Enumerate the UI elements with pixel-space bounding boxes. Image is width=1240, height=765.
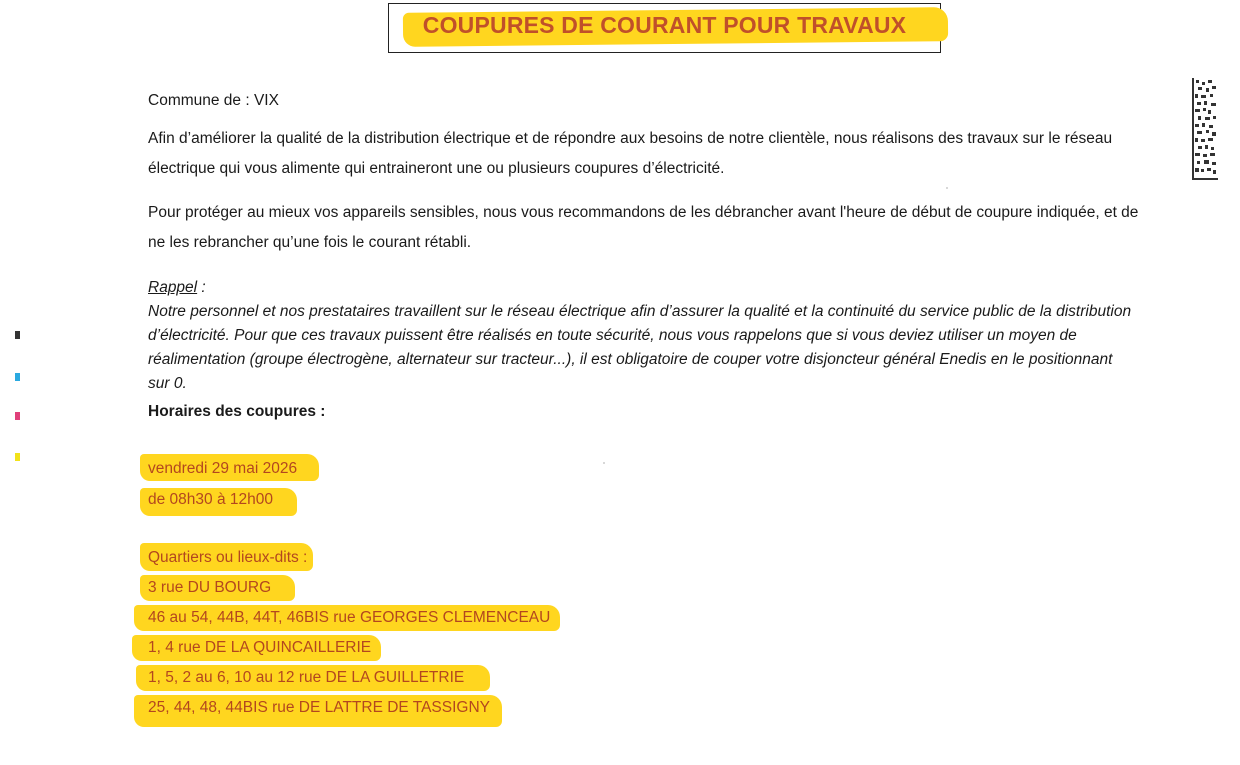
schedule-time xyxy=(148,491,273,509)
rappel-block xyxy=(148,276,1138,396)
advice-paragraph: Pour protéger au mieux vos appareils sensibles, nous vous recommandons de les débrancher avant l'heure de début de coupure indiquée, et de ne les rebrancher qu’une fois le courant rétabli. xyxy=(148,204,1139,251)
datamatrix-code-icon xyxy=(1192,78,1218,180)
location-item: 46 au 54, 44B, 44T, 46BIS rue GEORGES CLEMENCEAU xyxy=(148,609,550,627)
location-item: 1, 5, 2 au 6, 10 au 12 rue DE LA GUILLETRIE xyxy=(148,669,464,687)
commune-label: Commune de : VIX xyxy=(148,92,279,109)
print-mark-cyan xyxy=(15,373,20,381)
scan-dot xyxy=(946,187,948,189)
rappel-title: Rappel xyxy=(148,279,198,296)
scan-dot xyxy=(603,462,605,464)
locations-label-text: Quartiers ou lieux-dits : xyxy=(148,549,308,566)
intro-paragraph: Afin d’améliorer la qualité de la distribution électrique et de répondre aux besoins de notre clientèle, nous réalisons des travaux sur le réseau électrique qui vous alimente qui entraineront une ou plusieurs coupures d’électricité. xyxy=(148,130,1113,177)
schedule-time-text: de 08h30 à 12h00 xyxy=(148,491,273,508)
horaires-heading: Horaires des coupures : xyxy=(148,403,326,420)
location-item: 3 rue DU BOURG xyxy=(148,579,271,597)
print-mark-yellow xyxy=(15,453,20,461)
location-item: 1, 4 rue DE LA QUINCAILLERIE xyxy=(148,639,371,657)
schedule-date xyxy=(148,460,297,478)
title-box xyxy=(388,3,941,53)
page-title: COUPURES DE COURANT POUR TRAVAUX xyxy=(422,11,907,38)
locations-label xyxy=(148,549,307,567)
print-mark-black xyxy=(15,331,20,339)
schedule-date-text: vendredi 29 mai 2026 xyxy=(148,460,298,477)
rappel-text: Notre personnel et nos prestataires travaillent sur le réseau électrique afin d’assurer la qualité et la continuité du service public de la distribution d’électricité. Pour que ces travaux puissent être réalisés en toute sécurité, nous vous rappelons que si vous deviez utiliser un moyen de réalimentation (groupe électrogène, alternateur sur tracteur...), il est obligatoire de couper votre disjoncteur général Enedis en le positionnant sur 0. xyxy=(148,303,1132,392)
print-mark-magenta xyxy=(15,412,20,420)
rappel-colon: : xyxy=(197,279,206,296)
location-item: 25, 44, 48, 44BIS rue DE LATTRE DE TASSIGNY xyxy=(148,699,490,717)
